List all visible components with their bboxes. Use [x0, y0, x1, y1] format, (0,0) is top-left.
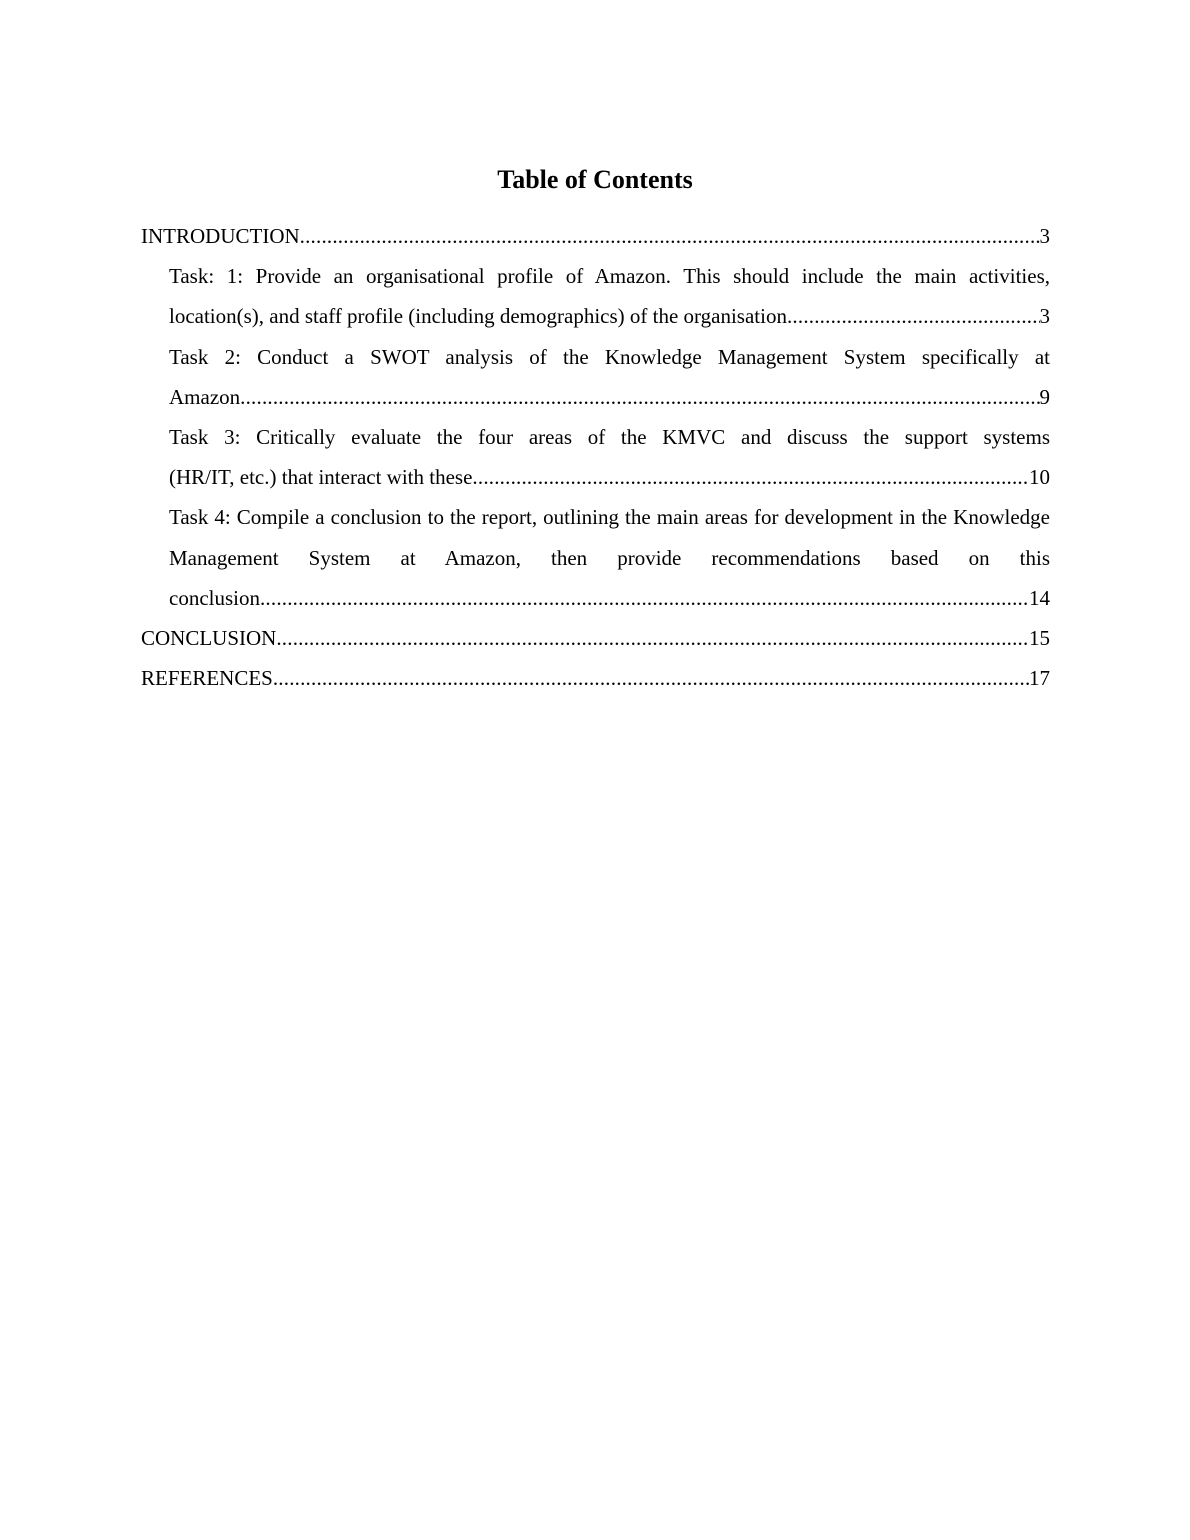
toc-entry-task-2[interactable]: [141, 337, 1050, 417]
toc-entry-title: CONCLUSION: [141, 618, 276, 658]
toc-title: Table of Contents: [497, 165, 693, 194]
toc-entry-title: Amazon: [169, 377, 240, 417]
toc-entry-title-lead: Task: 1: Provide an organisational profile of Amazon. This should include the main activities,: [169, 264, 1050, 289]
toc-entry-title-lead: Task 2: Conduct a SWOT analysis of the Knowledge Management System specifically at: [169, 344, 1050, 369]
toc-leader-dots: [472, 457, 1029, 497]
toc-page-number: 14: [1029, 585, 1050, 610]
toc-entry-title: location(s), and staff profile (including demographics) of the organisation: [169, 296, 787, 336]
toc-leader-dots: [276, 618, 1029, 658]
toc-entry-conclusion[interactable]: [141, 618, 1050, 658]
toc-entry-title: INTRODUCTION: [141, 216, 300, 256]
toc-page-number: 17: [1029, 666, 1050, 691]
toc-leader-dots: [240, 377, 1039, 417]
toc-page-number: 9: [1039, 384, 1050, 409]
table-of-contents: [141, 216, 1050, 698]
toc-entry-task-4[interactable]: [141, 497, 1050, 618]
toc-entry-task-1[interactable]: [141, 256, 1050, 336]
toc-entry-introduction[interactable]: [141, 216, 1050, 256]
toc-page-number: 3: [1039, 224, 1050, 248]
toc-entry-title-lead: Task 3: Critically evaluate the four areas of the KMVC and discuss the support systems: [169, 425, 1050, 450]
toc-leader-dots: [260, 578, 1029, 618]
toc-entry-title-lead: Task 4: Compile a conclusion to the report, outlining the main areas for development in the Knowledge Management System at Amazon, then provide recommendations based on this: [169, 505, 1050, 570]
toc-page-number: 15: [1029, 626, 1050, 651]
toc-page-number: 3: [1039, 304, 1050, 329]
toc-entry-references[interactable]: [141, 658, 1050, 698]
toc-entry-title: conclusion: [169, 578, 260, 618]
toc-page-number: 10: [1029, 465, 1050, 490]
toc-entry-title: (HR/IT, etc.) that interact with these: [169, 457, 472, 497]
toc-entry-task-3[interactable]: [141, 417, 1050, 497]
toc-leader-dots: [787, 296, 1040, 336]
toc-entry-title: REFERENCES: [141, 658, 273, 698]
toc-leader-dots: [300, 216, 1040, 256]
toc-leader-dots: [273, 658, 1029, 698]
